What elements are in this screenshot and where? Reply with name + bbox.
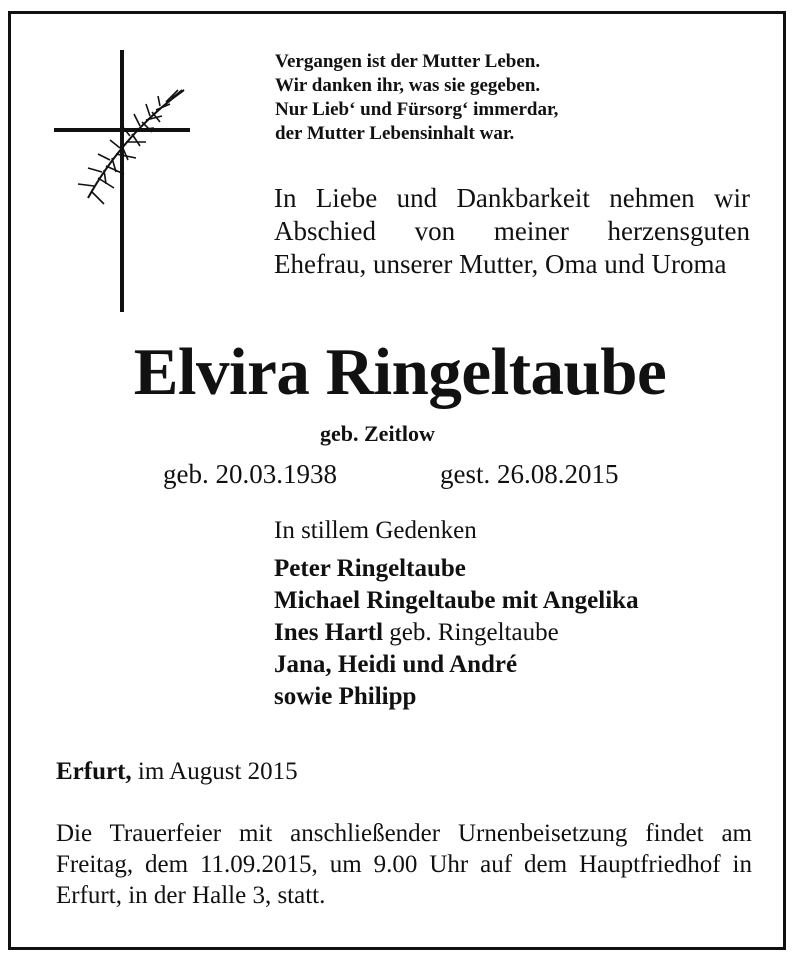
remembrance-intro: In stillem Gedenken bbox=[274, 517, 477, 544]
mourner-line bbox=[274, 617, 639, 649]
mourner-line bbox=[274, 681, 639, 713]
farewell-text: In Liebe und Dankbarkeit nehmen wir Abschied von meiner herzensguten Ehefrau, unserer Mutter, Oma und Uroma bbox=[274, 183, 750, 279]
poem-line: Wir danken ihr, was sie gegeben. bbox=[275, 75, 541, 96]
cross-with-palm-branch-icon bbox=[52, 48, 194, 314]
mourner-line bbox=[274, 649, 639, 681]
mourner-name: sowie Philipp bbox=[274, 683, 417, 710]
mourner-name: Michael Ringeltaube mit Angelika bbox=[274, 587, 639, 614]
mourner-line bbox=[274, 585, 639, 617]
birth-date: geb. 20.03.1938 bbox=[163, 459, 337, 489]
mourner-note: geb. Ringeltaube bbox=[383, 619, 559, 646]
place-and-date bbox=[56, 757, 298, 787]
mourner-name: Jana, Heidi und André bbox=[274, 651, 518, 678]
poem-line: Nur Lieb‘ und Fürsorg‘ immerdar, bbox=[275, 99, 559, 120]
death-date: gest. 26.08.2015 bbox=[440, 459, 619, 489]
poem-line: der Mutter Lebensinhalt war. bbox=[275, 123, 515, 144]
funeral-notice: Die Trauerfeier mit anschließender Urnenbeisetzung findet am Freitag, dem 11.09.2015, um 9.00 Uhr auf dem Hauptfriedhof in Erfurt, in der Halle 3, statt. bbox=[56, 820, 752, 909]
poem-line: Vergangen ist der Mutter Leben. bbox=[275, 51, 541, 72]
place-city: Erfurt, bbox=[56, 758, 132, 785]
mourner-name: Peter Ringeltaube bbox=[274, 555, 466, 582]
memorial-poem bbox=[275, 50, 558, 146]
deceased-name: Elvira Ringeltaube bbox=[133, 335, 667, 409]
place-date: im August 2015 bbox=[131, 758, 298, 785]
mourner-name: Ines Hartl bbox=[274, 619, 384, 646]
maiden-name: geb. Zeitlow bbox=[320, 421, 435, 446]
mourner-line bbox=[274, 553, 639, 585]
mourners-list bbox=[274, 553, 639, 713]
